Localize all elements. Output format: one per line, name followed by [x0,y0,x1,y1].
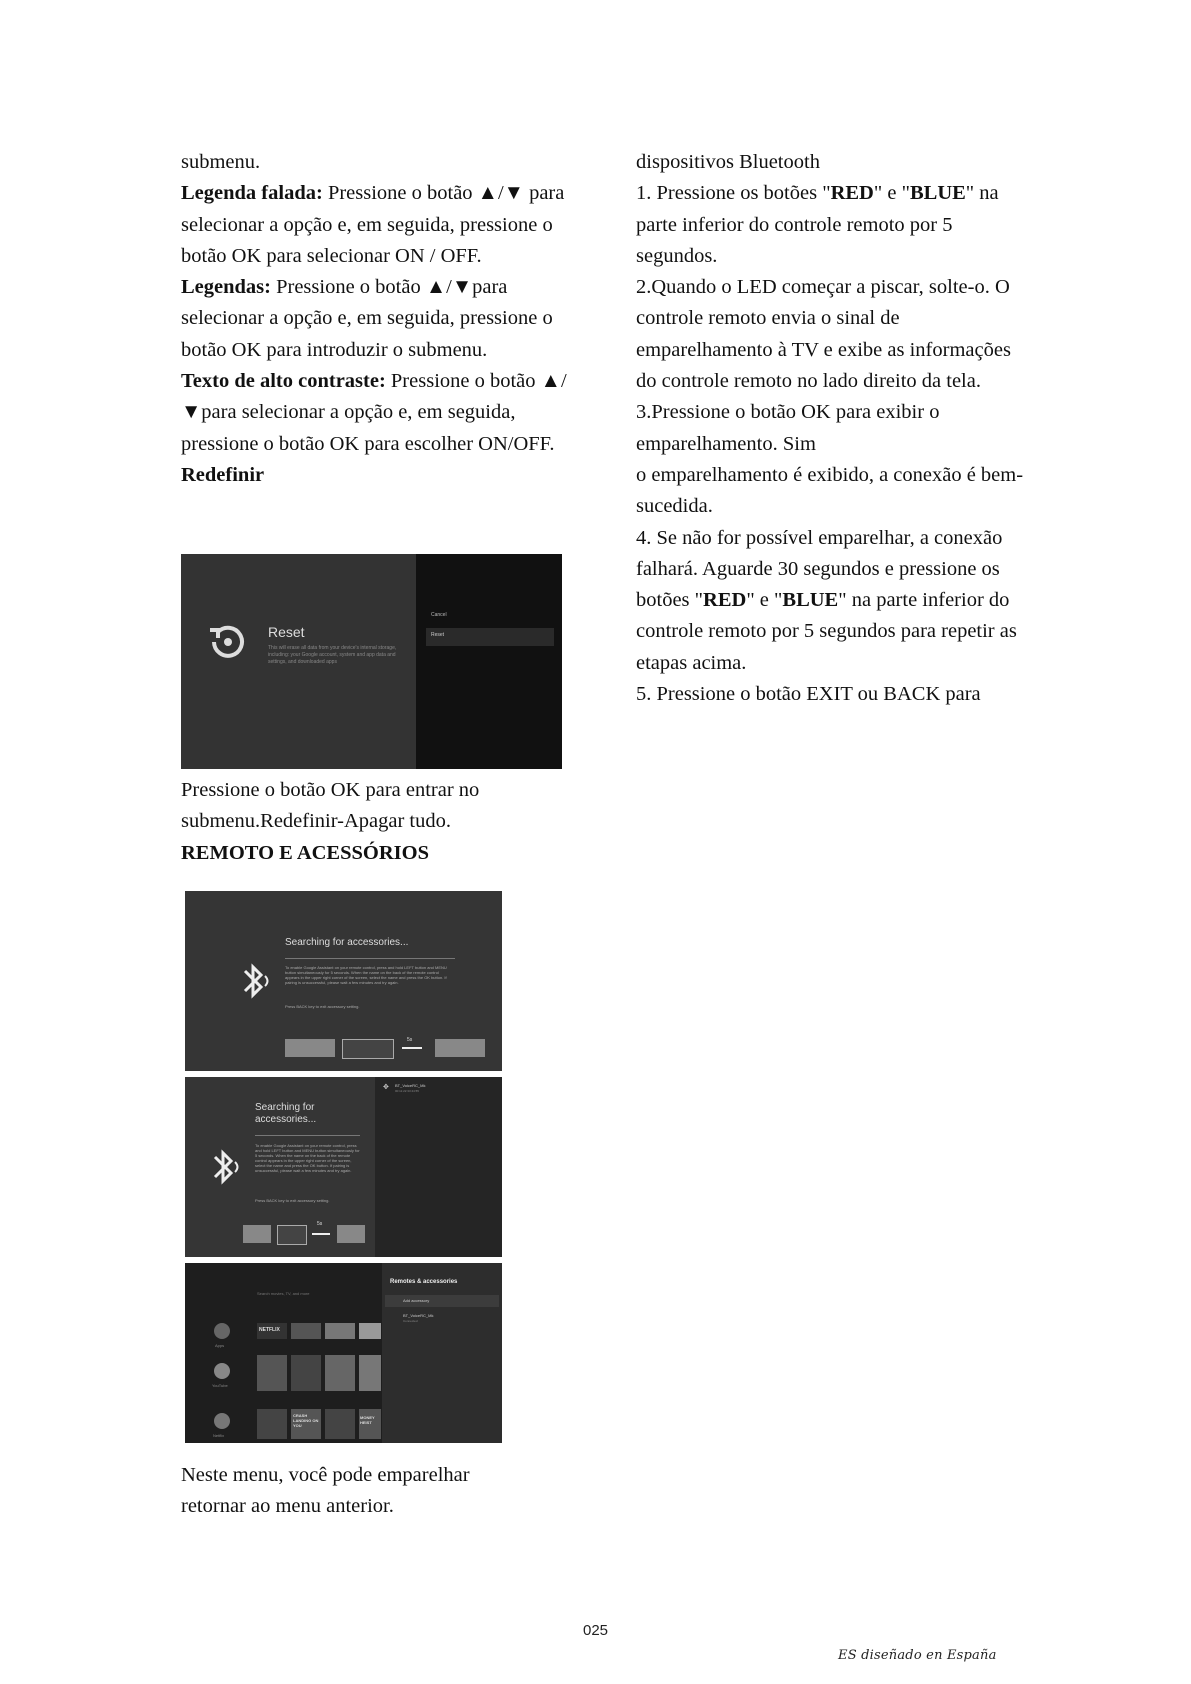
netflix-tile[interactable] [257,1323,287,1339]
reset-menu-reset: Reset [431,632,445,638]
content-tile-2[interactable] [291,1355,321,1391]
step-1-blue: BLUE [909,182,966,205]
paragraph-step-5: 5. Pressione o botão EXIT ou BACK para [636,683,981,706]
paragraph-step-4 [636,523,1036,679]
netflix-label: Netflix [213,1433,225,1438]
movie-title-2: MONEY HEIST [360,1415,375,1425]
paragraph-after-reset: Pressione o botão OK para entrar no submenu.Redefinir-Apagar tudo. [181,779,480,833]
search-2-back-hint: Press BACK key to exit accessory setting. [255,1198,330,1203]
step-3-image [435,1039,485,1057]
label-alto-contraste: Texto de alto contraste: [181,370,386,393]
reset-menu-reset-row[interactable] [426,628,554,646]
remotes-panel-title: Remotes & accessories [390,1279,458,1285]
remotes-right-panel [382,1263,502,1443]
step-4-blue: BLUE [782,589,839,612]
bluetooth-icon-2 [207,1147,243,1187]
search-1-progress [285,958,455,959]
left-column-after-reset [181,775,581,869]
search-2-progress [255,1135,360,1136]
heading-redefinir [181,460,581,491]
text-legenda-falada: Pressione o botão ▲/▼ para selecionar a opção e, em seguida, pressione o botão OK para selecionar ON / OFF. [181,182,565,267]
reset-title: Reset [268,624,305,640]
brand-logo: ES diseñado en España [838,1648,997,1663]
search-2-instructions: To enable Google Assistant on your remote control, press and hold LEFT button and MENU button simultaneously for 5 seconds. When the name on the back of the remote control appears in the upper right corner of the screen, select the name and press the OK button. If pairing is unsuccessful, please wait a few minutes and try again. [255,1143,360,1173]
remotes-screenshot [185,1263,502,1443]
step-4-text-c: " na parte inferior do controle remoto por 5 segundos para repetir as etapas acima. [636,589,1017,674]
content-tile-1[interactable] [257,1355,287,1391]
paired-device-status: Connected [403,1319,418,1323]
paragraph-step-1 [636,178,1036,272]
heading-remoto-acessorios [181,838,581,869]
reset-description: This will erase all data from your device's internal storage, including: your Google account, system and app data and settings, and downloaded apps [268,645,397,665]
text-legendas: Pressione o botão ▲/▼para selecionar a opção e, em seguida, pressione o botão OK para introduzir o submenu. [181,276,553,361]
reset-screenshot [181,554,562,769]
step-1-image-2 [243,1225,271,1243]
reset-history-icon [204,618,252,666]
add-accessory-row[interactable] [385,1295,499,1307]
reset-right-panel [416,554,562,769]
search-screenshot-2 [185,1077,502,1257]
label-legenda-falada: Legenda falada: [181,182,323,205]
content-tile-4[interactable] [359,1355,381,1391]
step-arrow-label-2: 5s [317,1221,323,1227]
step-arrow-icon-2 [312,1233,330,1235]
found-device-address: 00:11:22:33:44:55 [395,1089,419,1093]
paragraph-legenda-falada [181,178,581,272]
found-device-name[interactable]: BT_VoiceRC_Mk [395,1083,426,1088]
paragraph-step-2: 2.Quando o LED começar a piscar, solte-o. O controle remoto envia o sinal de emparelhamento à TV e exibe as informações do controle remoto no lado direito da tela. [636,276,1011,393]
paragraph-alto-contraste [181,366,581,460]
text-alto-contraste: Pressione o botão ▲/▼para selecionar a opção e, em seguida, pressione o botão OK para escolher ON/OFF. [181,370,567,455]
paired-device-name[interactable]: BT_VoiceRC_Mk [403,1313,434,1318]
apps-icon[interactable] [214,1323,230,1339]
app-tile-2[interactable] [291,1323,321,1339]
youtube-icon[interactable] [214,1363,230,1379]
paragraph-bottom: Neste menu, você pode emparelhar retornar ao menu anterior. [181,1464,470,1518]
search-2-title: Searching for accessories... [255,1102,317,1125]
movie-tile-1[interactable] [257,1409,287,1439]
left-column [181,147,581,491]
paragraph-dispositivos: dispositivos Bluetooth [636,151,820,173]
step-1-text-c: " na parte inferior do controle remoto por 5 segundos. [636,182,999,267]
paragraph-submenu: submenu. [181,151,261,173]
movie-title-1: CRASH LANDING ON YOU [293,1413,319,1428]
content-tile-3[interactable] [325,1355,355,1391]
netflix-tile-label: NETFLIX [259,1327,280,1333]
apps-label: Apps [215,1343,225,1348]
left-column-bottom [181,1460,481,1523]
youtube-label: YouTube [212,1383,228,1388]
movie-tile-4[interactable] [359,1409,381,1439]
netflix-icon[interactable] [214,1413,230,1429]
step-arrow-label: 5s [407,1037,413,1043]
app-tile-4[interactable] [359,1323,381,1339]
step-1-image [285,1039,335,1057]
bluetooth-icon [237,961,273,1001]
step-4-text-a: 4. Se não for possível emparelhar, a conexão falhará. Aguarde 30 segundos e pressione os botões " [636,526,1003,612]
add-accessory-label: Add accessory [403,1298,430,1303]
heading-remoto-acessorios-text: REMOTO E ACESSÓRIOS [181,841,429,864]
movie-tile-3[interactable] [325,1409,355,1439]
step-1-red: RED [830,182,874,205]
step-2-image-2 [277,1225,307,1245]
movie-tile-2[interactable] [291,1409,321,1439]
step-1-text-a: 1. Pressione os botões " [636,182,831,205]
search-2-right-panel [375,1077,502,1257]
gamepad-icon: ✥ [383,1084,389,1091]
step-arrow-icon [402,1047,422,1049]
search-hint[interactable]: Search movies, TV, and more [257,1291,310,1296]
heading-redefinir-text: Redefinir [181,463,265,486]
label-legendas: Legendas: [181,276,271,299]
step-1-text-b: " e " [873,182,910,205]
step-3-image-2 [337,1225,365,1243]
right-column [636,147,1036,710]
app-tile-3[interactable] [325,1323,355,1339]
search-1-title: Searching for accessories... [285,937,409,948]
search-1-back-hint: Press BACK key to exit accessory setting. [285,1004,360,1009]
step-4-text-b: " e " [746,589,783,612]
paragraph-step-3: 3.Pressione o botão OK para exibir o emparelhamento. Sim [636,401,940,455]
page-number: 025 [582,1622,609,1639]
step-2-image [342,1039,394,1059]
reset-menu-cancel[interactable]: Cancel [431,612,447,618]
paragraph-step-3-cont: o emparelhamento é exibido, a conexão é bem-sucedida. [636,463,1024,518]
search-screenshot-1 [185,891,502,1071]
paragraph-legendas [181,272,581,366]
step-4-red: RED [703,589,747,612]
search-1-instructions: To enable Google Assistant on your remote control, press and hold LEFT button and MENU button simultaneously for 5 seconds. When the name on the back of the remote control appears in the upper right corner of the screen, select the name and press the OK button. If pairing is unsuccessful, please wait a few minutes and try again. [285,965,447,985]
